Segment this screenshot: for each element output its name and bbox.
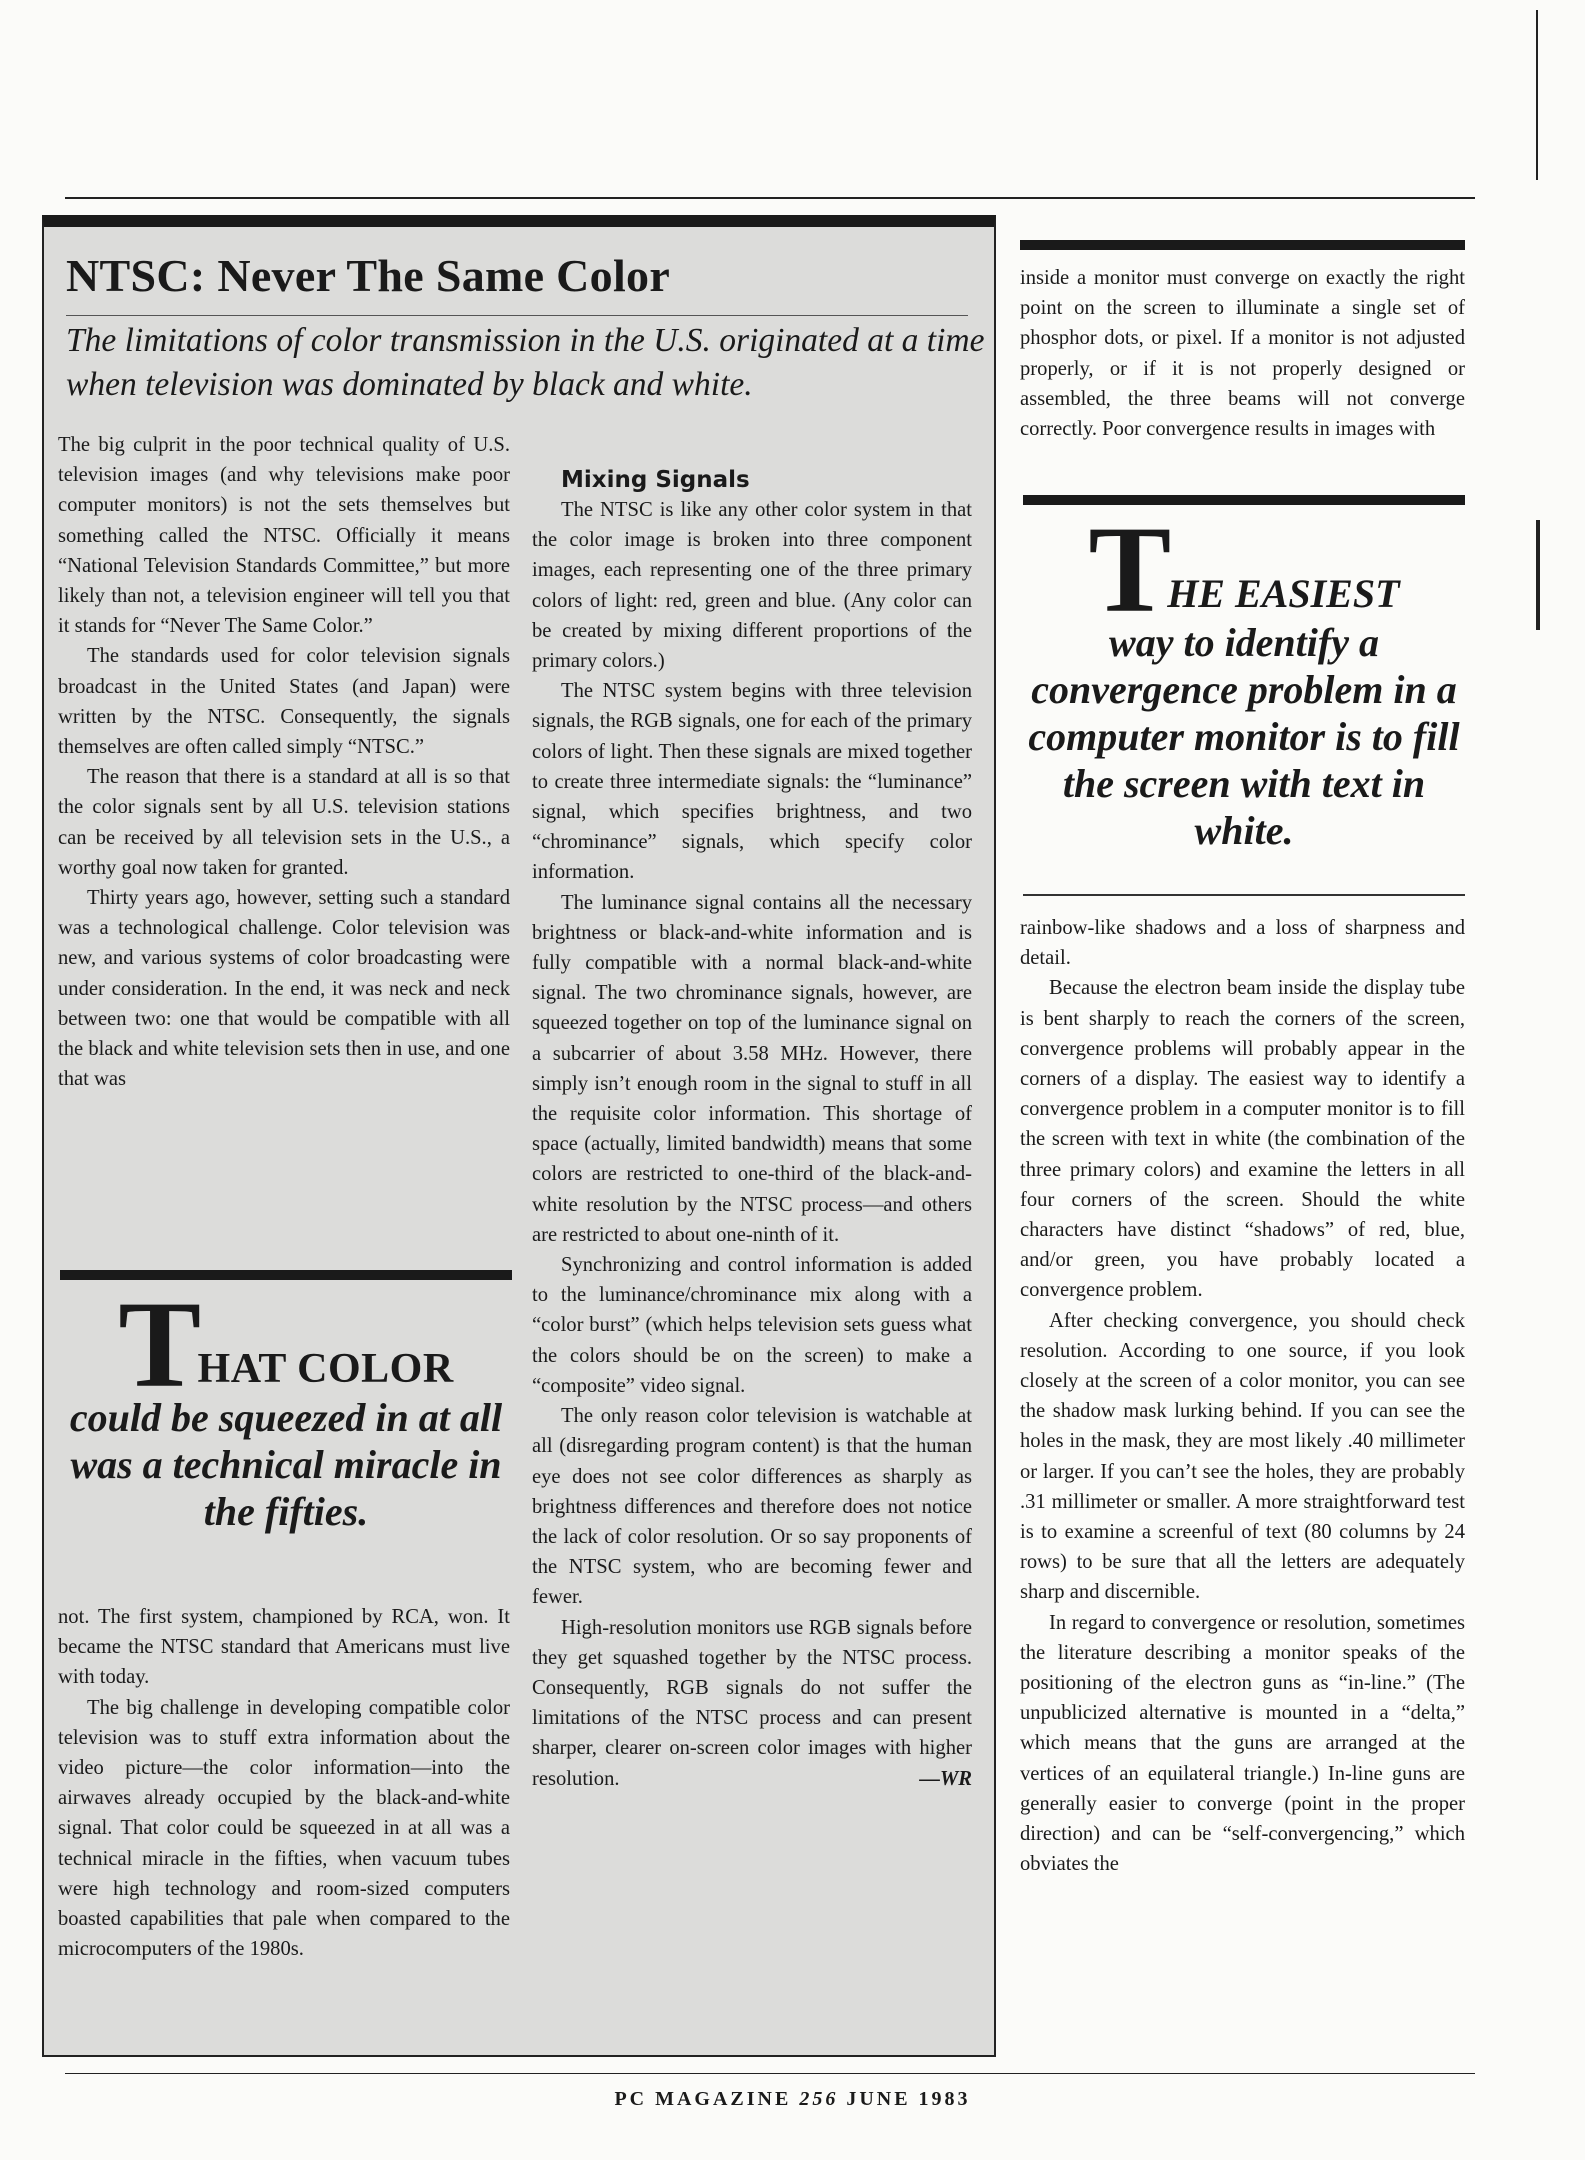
sidebar-title: NTSC: Never The Same Color [66, 250, 671, 301]
drop-cap: T [118, 1276, 202, 1413]
pull-quote-color [60, 1270, 512, 1535]
sidebar-column-left-continued [58, 1602, 510, 1964]
sidebar-deck: The limitations of color transmission in the U.S. originated at a time when television was dominated by black and white. [66, 322, 985, 403]
paragraph: In regard to convergence or resolution, sometimes the literature describing a monitor speaks of the positioning of the electron guns as “in-line.” (The unpublicized alternative is mounted in a “delta,” which means that the guns are arranged at the vertices of an equilateral triangle.) In-line guns are generally easier to converge (point in the proper direction) and can be “self-convergencing,” which obviates the [1020, 1611, 1465, 1876]
paragraph: not. The first system, championed by RCA, won. It became the NTSC standard that Americans must live with today. [58, 1606, 510, 1689]
pull-quote-body: could be squeezed in at all was a technical miracle in the fifties. [69, 1395, 503, 1534]
edge-line [1536, 10, 1538, 180]
paragraph: Synchronizing and control information is added to the luminance/chrominance mix along with a “color burst” (which helps television sets guess what the colors should be on the screen) to make a “composite” video signal. [532, 1254, 972, 1397]
paragraph: After checking convergence, you should check resolution. According to one source, if you look closely at the screen of a color monitor, you can see the shadow mask lurking behind. If you can see the holes in the mask, they are most likely .40 millimeter or larger. If you can’t see the holes, they are probably .31 millimeter or smaller. A more straightforward test is to examine a screenful of text (80 columns by 24 rows) to be sure that all the letters are adequately sharp and discernible. [1020, 1309, 1465, 1604]
paragraph: inside a monitor must converge on exactly the right point on the screen to illuminate a single set of phosphor dots, or pixel. If a monitor is not adjusted properly, or if it is not properly designed or assembled, the three beams will not converge correctly. Poor convergence results in images with [1020, 267, 1465, 441]
footer-date: JUNE 1983 [846, 2088, 971, 2110]
paragraph: The big culprit in the poor technical quality of U.S. television images (and why televisions make poor computer monitors) is not the sets themselves but something called the NTSC. Officially it means “National Television Standards Committee,” but more likely than not, a television engineer will tell you that it stands for “Never The Same Color.” [58, 434, 510, 638]
drop-cap: T [1088, 501, 1172, 638]
sidebar-column-right [532, 465, 972, 1794]
paragraph [532, 1613, 972, 1794]
author-signature: —WR [919, 1767, 972, 1790]
pull-quote-body: way to identify a convergence problem in a computer monitor is to fill the screen with text in white. [1028, 620, 1460, 853]
edge-line [1536, 520, 1540, 630]
paragraph: The big challenge in developing compatible color television was to stuff extra information about the video picture—the color information—into the airwaves already occupied by the black-and-white signal. That color could be squeezed in at all was a technical miracle in the fifties, when vacuum tubes were high technology and room-sized computers boasted capabilities that pale when compared to the microcomputers of the 1980s. [58, 1696, 510, 1961]
paragraph: Because the electron beam inside the display tube is bent sharply to reach the corners of the screen, convergence problems will probably appear in the corners of a display. The easiest way to identify a convergence problem in a computer monitor is to fill the screen with text in white (the combination of the three primary colors) and examine the letters in all four corners of the screen. Should the white characters have distinct “shadows” of red, blue, and/or green, you have probably located a convergence problem. [1020, 977, 1465, 1302]
footer-page-number: 256 [799, 2088, 839, 2110]
paragraph: The only reason color television is watchable at all (disregarding program content) is that the human eye does not see color differences as sharply as brightness differences and therefore does not notice the lack of color resolution. Or so say proponents of the NTSC system, who are becoming fewer and fewer. [532, 1405, 972, 1609]
paragraph: The NTSC system begins with three television signals, the RGB signals, one for each of the primary colors of light. Then these signals are mixed together to create three intermediate signals: the “luminance” signal, which specifies brightness, and two “chrominance” signals, which specify color information. [532, 680, 972, 884]
sidebar-column-left [58, 430, 510, 1094]
page-footer [0, 2088, 1585, 2111]
paragraph: rainbow-like shadows and a loss of sharpness and detail. [1020, 917, 1465, 970]
paragraph: The reason that there is a standard at all is so that the color signals sent by all U.S. television stations can be received by all television sets in the U.S., a worthy goal now taken for granted. [58, 766, 510, 879]
footer-magazine: PC MAGAZINE [614, 2088, 792, 2110]
page-edge-marks [1528, 0, 1548, 520]
subhead-mixing-signals: Mixing Signals [561, 467, 750, 493]
top-rule [65, 197, 1475, 199]
sidebar-box [42, 215, 996, 2057]
paragraph-text: High-resolution monitors use RGB signals before they get squashed together by the NTSC process. Consequently, RGB signals do not suffer the limitations of the NTSC process and can present sharper, clearer on-screen color images with higher resolution. [532, 1616, 972, 1790]
pull-quote-head-text: HAT COLOR [197, 1346, 454, 1392]
pull-quote-easiest [1023, 495, 1465, 896]
column-top-bar [1020, 240, 1465, 250]
pull-quote-head-text: HE EASIEST [1167, 571, 1400, 616]
paragraph: Thirty years ago, however, setting such a standard was a technological challenge. Color television was new, and various systems of color broadcasting were under consideration. In the end, it was neck and neck between two: one that would be compatible with all the black and white television sets then in use, and one that was [58, 887, 510, 1091]
bottom-rule [65, 2073, 1475, 2074]
pull-quote-head [1023, 501, 1465, 638]
paragraph: The standards used for color television signals broadcast in the United States (and Japan) were written by the NTSC. Consequently, the signals themselves are often called simply “NTSC.” [58, 645, 510, 759]
paragraph: The NTSC is like any other color system in that the color image is broken into three component images, each representing one of the three primary colors of light: red, green and blue. (Any color can be created by mixing different proportions of the primary colors.) [532, 499, 972, 673]
main-column-top [1020, 263, 1465, 444]
pull-quote-head [60, 1276, 512, 1413]
paragraph: The luminance signal contains all the necessary brightness or black-and-white information and is fully compatible with a normal black-and-white signal. The two chrominance signals, however, are squeezed together on top of the luminance signal on a subcarrier of about 3.58 MHz. However, there simply isn’t enough room in the signal to stuff in all the requisite color information. This shortage of space (actually, limited bandwidth) means that some colors are restricted to one-third of the black-and-white resolution by the NTSC process—and others are restricted to about one-ninth of it. [532, 891, 972, 1246]
pull-quote-rule [1023, 894, 1465, 896]
title-rule [66, 315, 968, 316]
main-column-bottom [1020, 913, 1465, 1880]
